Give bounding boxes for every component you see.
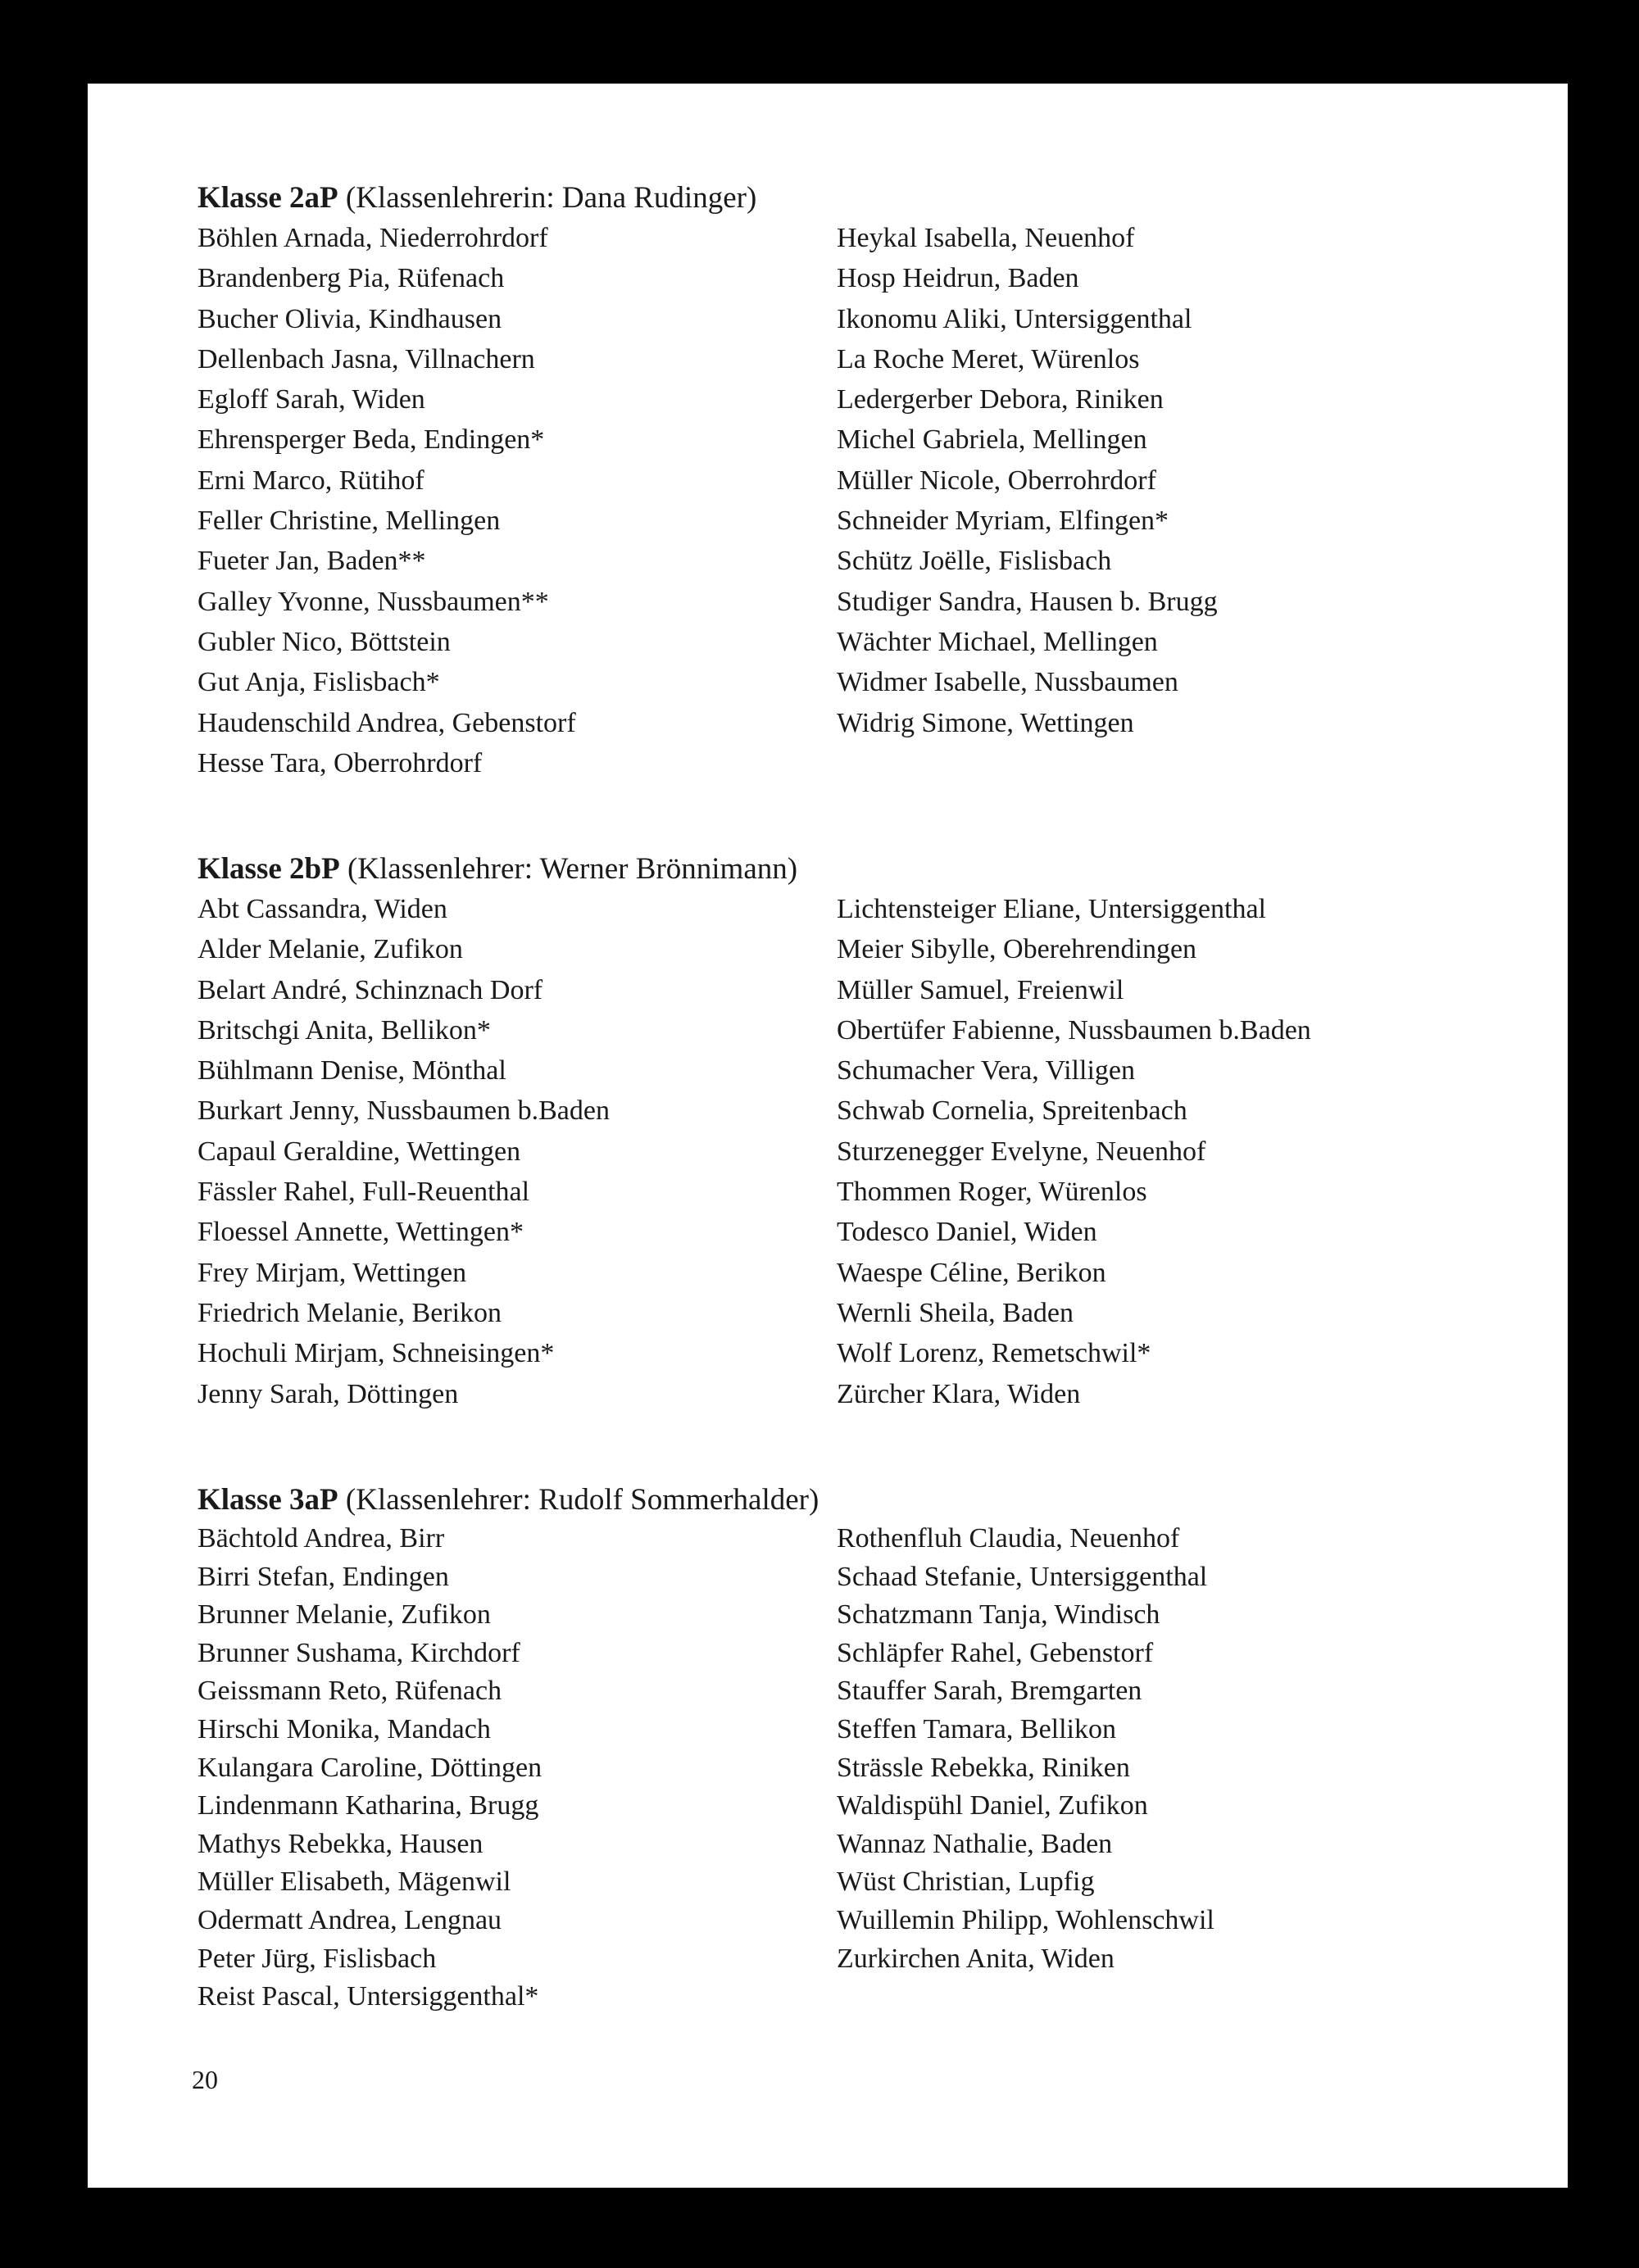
student-entry: Obertüfer Fabienne, Nussbaumen b.Baden	[837, 1014, 1311, 1046]
student-entry: Bucher Olivia, Kindhausen	[197, 303, 502, 334]
student-entry: Feller Christine, Mellingen	[197, 506, 501, 537]
student-entry: Burkart Jenny, Nussbaumen b.Baden	[197, 1095, 610, 1127]
student-list-right	[837, 1520, 1214, 1978]
student-entry: Peter Jürg, Fislisbach	[197, 1943, 437, 1974]
student-entry: Frey Mirjam, Wettingen	[197, 1257, 467, 1288]
student-entry: Hirschi Monika, Mandach	[197, 1713, 491, 1744]
student-list-left	[197, 889, 610, 1414]
student-entry: Capaul Geraldine, Wettingen	[197, 1136, 521, 1167]
student-entry: Heykal Isabella, Neuenhof	[837, 223, 1135, 253]
student-entry: Schwab Cornelia, Spreitenbach	[837, 1095, 1187, 1127]
class-teacher: (Klassenlehrer: Werner Brönnimann)	[347, 852, 798, 886]
class-teacher: (Klassenlehrerin: Dana Rudinger)	[345, 181, 757, 215]
student-entry: Wuillemin Philipp, Wohlenschwil	[837, 1904, 1214, 1935]
student-entry: Lichtensteiger Eliane, Untersiggenthal	[837, 894, 1266, 924]
student-entry: Waespe Céline, Berikon	[837, 1257, 1106, 1288]
student-entry: Fueter Jan, Baden**	[197, 546, 426, 577]
student-entry: Wernli Sheila, Baden	[837, 1297, 1074, 1328]
student-entry: Studiger Sandra, Hausen b. Brugg	[837, 586, 1218, 617]
class-name: Klasse 3aP	[197, 1483, 338, 1517]
student-list-left	[197, 1520, 542, 2016]
student-entry: Bühlmann Denise, Mönthal	[197, 1055, 506, 1086]
class-section-2ap	[197, 179, 1476, 778]
section-heading	[197, 850, 1476, 889]
student-entry: Gut Anja, Fislisbach*	[197, 667, 440, 698]
student-entry: Friedrich Melanie, Berikon	[197, 1297, 502, 1328]
student-entry: Müller Samuel, Freienwil	[837, 974, 1124, 1005]
student-entry: Steffen Tamara, Bellikon	[837, 1713, 1116, 1744]
student-entry: Widmer Isabelle, Nussbaumen	[837, 667, 1178, 698]
student-entry: Waldispühl Daniel, Zufikon	[837, 1790, 1148, 1821]
student-entry: Wüst Christian, Lupfig	[837, 1867, 1095, 1898]
page-number: 20	[192, 2065, 218, 2094]
student-entry: Schaad Stefanie, Untersiggenthal	[837, 1561, 1208, 1592]
student-entry: Brunner Melanie, Zufikon	[197, 1599, 491, 1631]
student-entry: Müller Elisabeth, Mägenwil	[197, 1867, 511, 1898]
student-entry: Stauffer Sarah, Bremgarten	[837, 1676, 1142, 1707]
student-entry: Erni Marco, Rütihof	[197, 465, 425, 496]
student-entry: Britschgi Anita, Bellikon*	[197, 1014, 491, 1046]
student-entry: Abt Cassandra, Widen	[197, 894, 447, 924]
student-list-left	[197, 218, 576, 783]
student-entry: Wächter Michael, Mellingen	[837, 626, 1158, 657]
student-entry: Dellenbach Jasna, Villnachern	[197, 343, 535, 374]
class-section-3ap	[197, 1481, 1476, 2012]
student-entry: Lindenmann Katharina, Brugg	[197, 1790, 539, 1821]
student-entry: Schumacher Vera, Villigen	[837, 1055, 1135, 1086]
section-heading	[197, 179, 1476, 218]
student-list-right	[837, 889, 1311, 1414]
student-entry: Reist Pascal, Untersiggenthal*	[197, 1981, 539, 2012]
student-entry: Wannaz Nathalie, Baden	[837, 1828, 1113, 1859]
student-entry: Schläpfer Rahel, Gebenstorf	[837, 1637, 1154, 1668]
student-entry: Ehrensperger Beda, Endingen*	[197, 424, 545, 456]
student-entry: Galley Yvonne, Nussbaumen**	[197, 586, 549, 617]
student-entry: Brunner Sushama, Kirchdorf	[197, 1637, 520, 1668]
student-entry: Thommen Roger, Würenlos	[837, 1177, 1147, 1208]
student-entry: Bächtold Andrea, Birr	[197, 1523, 445, 1554]
student-entry: Todesco Daniel, Widen	[837, 1217, 1097, 1248]
student-entry: Ikonomu Aliki, Untersiggenthal	[837, 303, 1192, 334]
student-entry: Meier Sibylle, Oberehrendingen	[837, 934, 1197, 965]
student-entry: Strässle Rebekka, Riniken	[837, 1752, 1130, 1783]
student-list-right	[837, 218, 1218, 743]
student-entry: Hochuli Mirjam, Schneisingen*	[197, 1338, 555, 1369]
student-entry: Müller Nicole, Oberrohrdorf	[837, 465, 1156, 496]
document-page	[88, 84, 1568, 2188]
student-entry: Alder Melanie, Zufikon	[197, 934, 463, 965]
section-heading	[197, 1481, 1476, 1520]
student-entry: Schatzmann Tanja, Windisch	[837, 1599, 1160, 1631]
student-entry: Mathys Rebekka, Hausen	[197, 1828, 484, 1859]
student-entry: Böhlen Arnada, Niederrohrdorf	[197, 223, 548, 253]
student-entry: Hesse Tara, Oberrohrdorf	[197, 747, 483, 778]
student-entry: Haudenschild Andrea, Gebenstorf	[197, 707, 576, 738]
class-teacher: (Klassenlehrer: Rudolf Sommerhalder)	[345, 1483, 820, 1517]
class-name: Klasse 2bP	[197, 852, 340, 886]
student-entry: Zürcher Klara, Widen	[837, 1378, 1081, 1409]
student-entry: Hosp Heidrun, Baden	[837, 263, 1079, 294]
student-entry: Geissmann Reto, Rüfenach	[197, 1676, 502, 1707]
student-entry: Sturzenegger Evelyne, Neuenhof	[837, 1136, 1206, 1167]
student-entry: Birri Stefan, Endingen	[197, 1561, 449, 1592]
class-section-2bp	[197, 850, 1476, 1409]
student-entry: Odermatt Andrea, Lengnau	[197, 1904, 502, 1935]
student-entry: Rothenfluh Claudia, Neuenhof	[837, 1523, 1180, 1554]
student-entry: Michel Gabriela, Mellingen	[837, 424, 1147, 456]
student-entry: Egloff Sarah, Widen	[197, 384, 425, 415]
student-entry: Wolf Lorenz, Remetschwil*	[837, 1338, 1151, 1369]
student-entry: Floessel Annette, Wettingen*	[197, 1217, 524, 1248]
student-entry: Kulangara Caroline, Döttingen	[197, 1752, 543, 1783]
student-entry: La Roche Meret, Würenlos	[837, 343, 1140, 374]
student-entry: Ledergerber Debora, Riniken	[837, 384, 1164, 415]
student-entry: Zurkirchen Anita, Widen	[837, 1943, 1115, 1974]
student-entry: Gubler Nico, Böttstein	[197, 626, 451, 657]
student-entry: Schütz Joëlle, Fislisbach	[837, 546, 1112, 577]
student-entry: Jenny Sarah, Döttingen	[197, 1378, 459, 1409]
class-name: Klasse 2aP	[197, 181, 338, 215]
student-entry: Fässler Rahel, Full-Reuenthal	[197, 1177, 530, 1208]
student-entry: Widrig Simone, Wettingen	[837, 707, 1134, 738]
student-entry: Belart André, Schinznach Dorf	[197, 974, 543, 1005]
student-entry: Brandenberg Pia, Rüfenach	[197, 263, 505, 294]
student-entry: Schneider Myriam, Elfingen*	[837, 506, 1169, 537]
